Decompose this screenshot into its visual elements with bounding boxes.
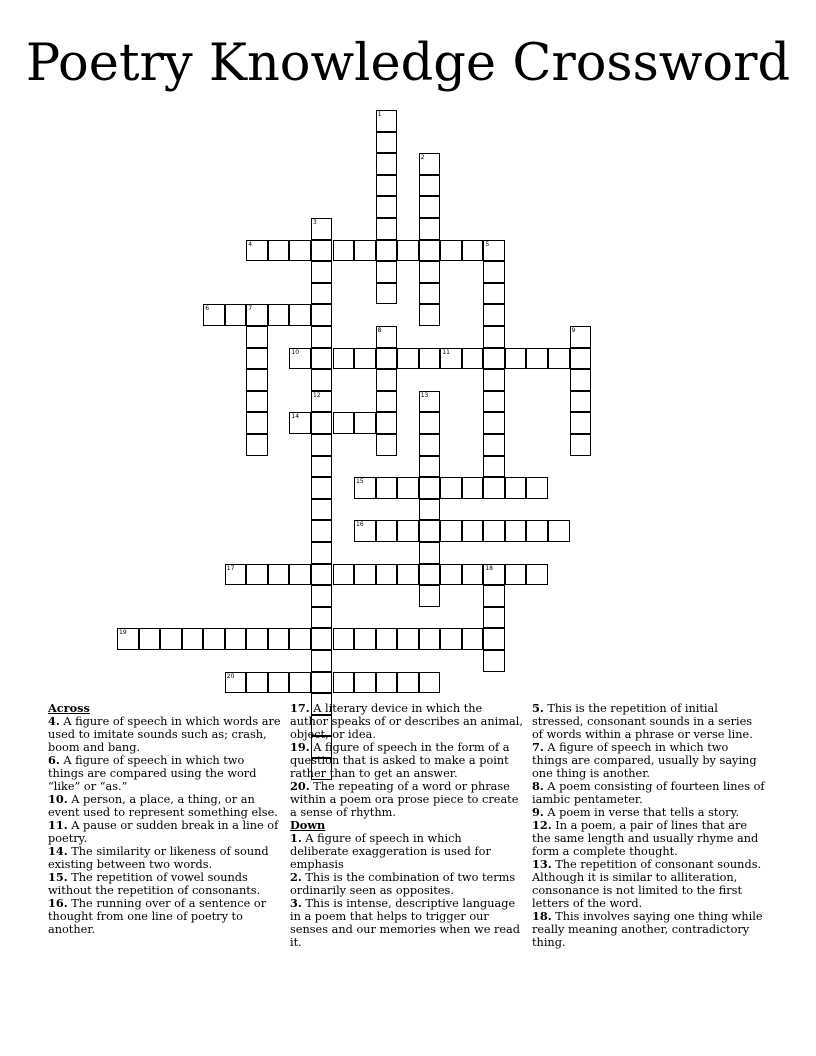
- grid-cell[interactable]: [548, 520, 570, 542]
- clue-number: 14: [291, 413, 300, 421]
- grid-cell[interactable]: [268, 672, 290, 694]
- grid-cell[interactable]: [419, 585, 441, 607]
- grid-cell[interactable]: [483, 304, 505, 326]
- grid-cell[interactable]: [526, 477, 548, 499]
- clue-column-3: [532, 702, 765, 949]
- clue-number: 7: [248, 305, 253, 313]
- grid-cell[interactable]: [419, 196, 441, 218]
- grid-cell[interactable]: [526, 564, 548, 586]
- grid-cell[interactable]: [246, 412, 268, 434]
- grid-cell[interactable]: [354, 672, 376, 694]
- clue-down-2: 2. This is the combination of two terms ordinarily seen as opposites.: [290, 870, 516, 897]
- clue-across-6: 6. A figure of speech in which two things are compared using the word “like” or “as.”: [48, 753, 257, 793]
- grid-cell[interactable]: [376, 628, 398, 650]
- grid-cell[interactable]: [419, 391, 441, 413]
- grid-cell[interactable]: [440, 348, 462, 370]
- across-heading: Across: [48, 701, 90, 715]
- grid-cell[interactable]: [376, 218, 398, 240]
- grid-cell[interactable]: [246, 564, 268, 586]
- grid-cell[interactable]: [462, 348, 484, 370]
- grid-cell[interactable]: [225, 628, 247, 650]
- grid-cell[interactable]: [419, 240, 441, 262]
- grid-cell[interactable]: [419, 434, 441, 456]
- grid-cell[interactable]: [570, 369, 592, 391]
- grid-cell[interactable]: [289, 348, 311, 370]
- grid-cell[interactable]: [419, 499, 441, 521]
- clue-down-12: 12. In a poem, a pair of lines that are the same length and usually rhyme and form a complete thought.: [532, 818, 759, 858]
- clue-across-15: 15. The repetition of vowel sounds without the repetition of consonants.: [48, 870, 261, 897]
- clue-number: 11: [442, 348, 450, 356]
- grid-cell[interactable]: [289, 240, 311, 262]
- grid-cell[interactable]: [570, 412, 592, 434]
- grid-cell[interactable]: [246, 304, 268, 326]
- grid-cell[interactable]: [376, 564, 398, 586]
- grid-cell[interactable]: [376, 261, 398, 283]
- grid-cell[interactable]: [397, 348, 419, 370]
- grid-cell[interactable]: [311, 326, 333, 348]
- grid-cell[interactable]: [311, 456, 333, 478]
- grid-cell[interactable]: [333, 564, 355, 586]
- grid-cell[interactable]: [203, 304, 225, 326]
- clue-across-10: 10. A person, a place, a thing, or an event used to represent something else.: [48, 792, 278, 819]
- grid-cell[interactable]: [311, 240, 333, 262]
- grid-cell[interactable]: [311, 283, 333, 305]
- grid-cell[interactable]: [570, 434, 592, 456]
- clue-down-8: 8. A poem consisting of fourteen lines of iambic pentameter.: [532, 779, 765, 806]
- grid-cell[interactable]: [311, 348, 333, 370]
- grid-cell[interactable]: [246, 391, 268, 413]
- clue-number: 8: [377, 327, 382, 334]
- grid-cell[interactable]: [311, 585, 333, 607]
- grid-cell[interactable]: [311, 304, 333, 326]
- grid-cell[interactable]: [376, 196, 398, 218]
- grid-cell[interactable]: [419, 456, 441, 478]
- grid-cell[interactable]: [397, 240, 419, 262]
- grid-cell[interactable]: [376, 434, 398, 456]
- grid-cell[interactable]: [333, 348, 355, 370]
- grid-cell[interactable]: [354, 564, 376, 586]
- grid-cell[interactable]: [397, 564, 419, 586]
- grid-cell[interactable]: [483, 607, 505, 629]
- grid-cell[interactable]: [376, 477, 398, 499]
- grid-cell[interactable]: [311, 520, 333, 542]
- grid-cell[interactable]: [483, 520, 505, 542]
- grid-cell[interactable]: [289, 628, 311, 650]
- clue-number: 12: [312, 391, 321, 399]
- grid-cell[interactable]: [182, 628, 204, 650]
- grid-cell[interactable]: [311, 628, 333, 650]
- grid-cell[interactable]: [376, 110, 398, 132]
- grid-cell[interactable]: [483, 434, 505, 456]
- clue-number: 5: [485, 240, 490, 248]
- clue-column-1: [48, 702, 281, 936]
- clue-number: 17: [226, 564, 235, 572]
- grid-cell[interactable]: [462, 628, 484, 650]
- clue-number: 16: [356, 521, 364, 529]
- grid-cell[interactable]: [505, 348, 527, 370]
- grid-cell[interactable]: [311, 369, 333, 391]
- grid-cell[interactable]: [376, 520, 398, 542]
- grid-cell[interactable]: [570, 391, 592, 413]
- grid-cell[interactable]: [397, 477, 419, 499]
- grid-cell[interactable]: [246, 434, 268, 456]
- grid-cell[interactable]: [397, 520, 419, 542]
- clue-across-11: 11. A pause or sudden break in a line of poetry.: [48, 818, 279, 845]
- clue-across-16: 16. The running over of a sentence or thought from one line of poetry to another.: [48, 896, 267, 936]
- grid-cell[interactable]: [483, 391, 505, 413]
- grid-cell[interactable]: [483, 456, 505, 478]
- grid-cell[interactable]: [548, 348, 570, 370]
- grid-cell[interactable]: [419, 304, 441, 326]
- grid-cell[interactable]: [483, 650, 505, 672]
- grid-cell[interactable]: [311, 391, 333, 413]
- grid-cell[interactable]: [268, 628, 290, 650]
- grid-cell[interactable]: [570, 326, 592, 348]
- grid-cell[interactable]: [311, 564, 333, 586]
- grid-cell[interactable]: [440, 564, 462, 586]
- grid-cell[interactable]: [333, 412, 355, 434]
- grid-cell[interactable]: [483, 326, 505, 348]
- grid-cell[interactable]: [526, 348, 548, 370]
- grid-cell[interactable]: [483, 628, 505, 650]
- grid-cell[interactable]: [354, 348, 376, 370]
- grid-cell[interactable]: [483, 261, 505, 283]
- grid-cell[interactable]: [268, 564, 290, 586]
- clue-number: 3: [312, 219, 317, 226]
- grid-cell[interactable]: [397, 672, 419, 694]
- grid-cell[interactable]: [289, 304, 311, 326]
- grid-cell[interactable]: [419, 153, 441, 175]
- grid-cell[interactable]: [289, 412, 311, 434]
- grid-cell[interactable]: [376, 672, 398, 694]
- clue-down-1: 1. A figure of speech in which deliberate exaggeration is used for emphasis: [290, 831, 491, 871]
- grid-cell[interactable]: [246, 672, 268, 694]
- grid-cell[interactable]: [376, 412, 398, 434]
- grid-cell[interactable]: [311, 218, 333, 240]
- clue-down-5: 5. This is the repetition of initial stressed, consonant sounds in a series of words within a phrase or verse line.: [532, 701, 753, 741]
- grid-cell[interactable]: [333, 672, 355, 694]
- clue-number: 1: [377, 111, 382, 118]
- grid-cell[interactable]: [354, 477, 376, 499]
- grid-cell[interactable]: [354, 240, 376, 262]
- grid-cell[interactable]: [505, 564, 527, 586]
- grid-cell[interactable]: [203, 628, 225, 650]
- clue-across-20: 20. The repeating of a word or phrase within a poem ora prose piece to create a sense of rhythm.: [290, 779, 519, 819]
- grid-cell[interactable]: [419, 175, 441, 197]
- grid-cell[interactable]: [419, 412, 441, 434]
- grid-cell[interactable]: [354, 628, 376, 650]
- grid-cell[interactable]: [483, 477, 505, 499]
- grid-cell[interactable]: [225, 672, 247, 694]
- grid-cell[interactable]: [570, 348, 592, 370]
- grid-cell[interactable]: [376, 326, 398, 348]
- clue-number: 9: [571, 327, 576, 334]
- grid-cell[interactable]: [483, 369, 505, 391]
- clue-down-18: 18. This involves saying one thing while really meaning another, contradictory thing.: [532, 909, 763, 949]
- grid-cell[interactable]: [333, 240, 355, 262]
- grid-cell[interactable]: [311, 499, 333, 521]
- clue-number: 2: [420, 154, 425, 162]
- clue-down-7: 7. A figure of speech in which two things are compared, usually by saying one thing is another.: [532, 740, 757, 780]
- grid-cell[interactable]: [419, 261, 441, 283]
- grid-cell[interactable]: [419, 672, 441, 694]
- grid-cell[interactable]: [376, 132, 398, 154]
- grid-cell[interactable]: [139, 628, 161, 650]
- clue-across-19: 19. A figure of speech in the form of a question that is asked to make a point rather than to get an answer.: [290, 740, 510, 780]
- grid-cell[interactable]: [462, 240, 484, 262]
- puzzle-title: Poetry Knowledge Crossword: [25, 34, 791, 93]
- grid-cell[interactable]: [440, 477, 462, 499]
- grid-cell[interactable]: [376, 348, 398, 370]
- grid-cell[interactable]: [376, 369, 398, 391]
- clue-column-2: [290, 702, 523, 949]
- grid-cell[interactable]: [419, 628, 441, 650]
- grid-cell[interactable]: [117, 628, 139, 650]
- grid-cell[interactable]: [419, 218, 441, 240]
- grid-cell[interactable]: [311, 650, 333, 672]
- grid-cell[interactable]: [419, 477, 441, 499]
- clue-across-4: 4. A figure of speech in which words are used to imitate sounds such as; crash, boom and bang.: [48, 714, 281, 754]
- grid-cell[interactable]: [311, 542, 333, 564]
- grid-cell[interactable]: [483, 240, 505, 262]
- grid-cell[interactable]: [246, 628, 268, 650]
- grid-cell[interactable]: [268, 240, 290, 262]
- grid-cell[interactable]: [311, 477, 333, 499]
- clue-number: 4: [248, 240, 253, 248]
- grid-cell[interactable]: [419, 283, 441, 305]
- grid-cell[interactable]: [376, 391, 398, 413]
- clue-number: 15: [356, 478, 364, 486]
- grid-cell[interactable]: [354, 412, 376, 434]
- grid-cell[interactable]: [419, 542, 441, 564]
- clue-number: 18: [485, 564, 493, 572]
- grid-cell[interactable]: [440, 628, 462, 650]
- clue-number: 13: [420, 391, 429, 399]
- grid-cell[interactable]: [289, 564, 311, 586]
- grid-cell[interactable]: [505, 520, 527, 542]
- clue-across-14: 14. The similarity or likeness of sound existing between two words.: [48, 844, 269, 871]
- grid-cell[interactable]: [376, 240, 398, 262]
- grid-cell[interactable]: [246, 369, 268, 391]
- grid-cell[interactable]: [311, 412, 333, 434]
- grid-cell[interactable]: [483, 585, 505, 607]
- grid-cell[interactable]: [483, 412, 505, 434]
- grid-cell[interactable]: [246, 240, 268, 262]
- grid-cell[interactable]: [354, 520, 376, 542]
- clue-down-13: 13. The repetition of consonant sounds. Although it is similar to alliteration, consonance is not limited to the first letters of the word.: [532, 857, 762, 910]
- clue-number: 6: [205, 305, 210, 313]
- clue-across-17: 17. A literary device in which the author speaks of or describes an animal, object, or idea.: [290, 701, 523, 741]
- grid-cell[interactable]: [483, 348, 505, 370]
- grid-cell[interactable]: [483, 283, 505, 305]
- grid-cell[interactable]: [440, 520, 462, 542]
- grid-cell[interactable]: [440, 240, 462, 262]
- grid-cell[interactable]: [419, 348, 441, 370]
- grid-cell[interactable]: [289, 672, 311, 694]
- grid-cell[interactable]: [419, 520, 441, 542]
- grid-cell[interactable]: [311, 261, 333, 283]
- grid-cell[interactable]: [246, 326, 268, 348]
- clue-number: 10: [291, 348, 300, 356]
- grid-cell[interactable]: [333, 628, 355, 650]
- grid-cell[interactable]: [376, 175, 398, 197]
- grid-cell[interactable]: [268, 304, 290, 326]
- grid-cell[interactable]: [376, 283, 398, 305]
- grid-cell[interactable]: [311, 672, 333, 694]
- grid-cell[interactable]: [246, 348, 268, 370]
- clue-down-3: 3. This is intense, descriptive language in a poem that helps to trigger our senses and our memories when we read it.: [290, 896, 521, 949]
- grid-cell[interactable]: [311, 434, 333, 456]
- grid-cell[interactable]: [483, 564, 505, 586]
- grid-cell[interactable]: [225, 564, 247, 586]
- grid-cell[interactable]: [160, 628, 182, 650]
- grid-cell[interactable]: [397, 628, 419, 650]
- grid-cell[interactable]: [419, 564, 441, 586]
- grid-cell[interactable]: [311, 607, 333, 629]
- grid-cell[interactable]: [526, 520, 548, 542]
- clue-number: 19: [119, 629, 127, 637]
- clue-number: 20: [226, 672, 235, 680]
- down-heading: Down: [290, 818, 326, 832]
- grid-cell[interactable]: [462, 564, 484, 586]
- grid-cell[interactable]: [462, 477, 484, 499]
- grid-cell[interactable]: [225, 304, 247, 326]
- grid-cell[interactable]: [376, 153, 398, 175]
- clue-down-9: 9. A poem in verse that tells a story.: [532, 805, 740, 819]
- grid-cell[interactable]: [462, 520, 484, 542]
- grid-cell[interactable]: [505, 477, 527, 499]
